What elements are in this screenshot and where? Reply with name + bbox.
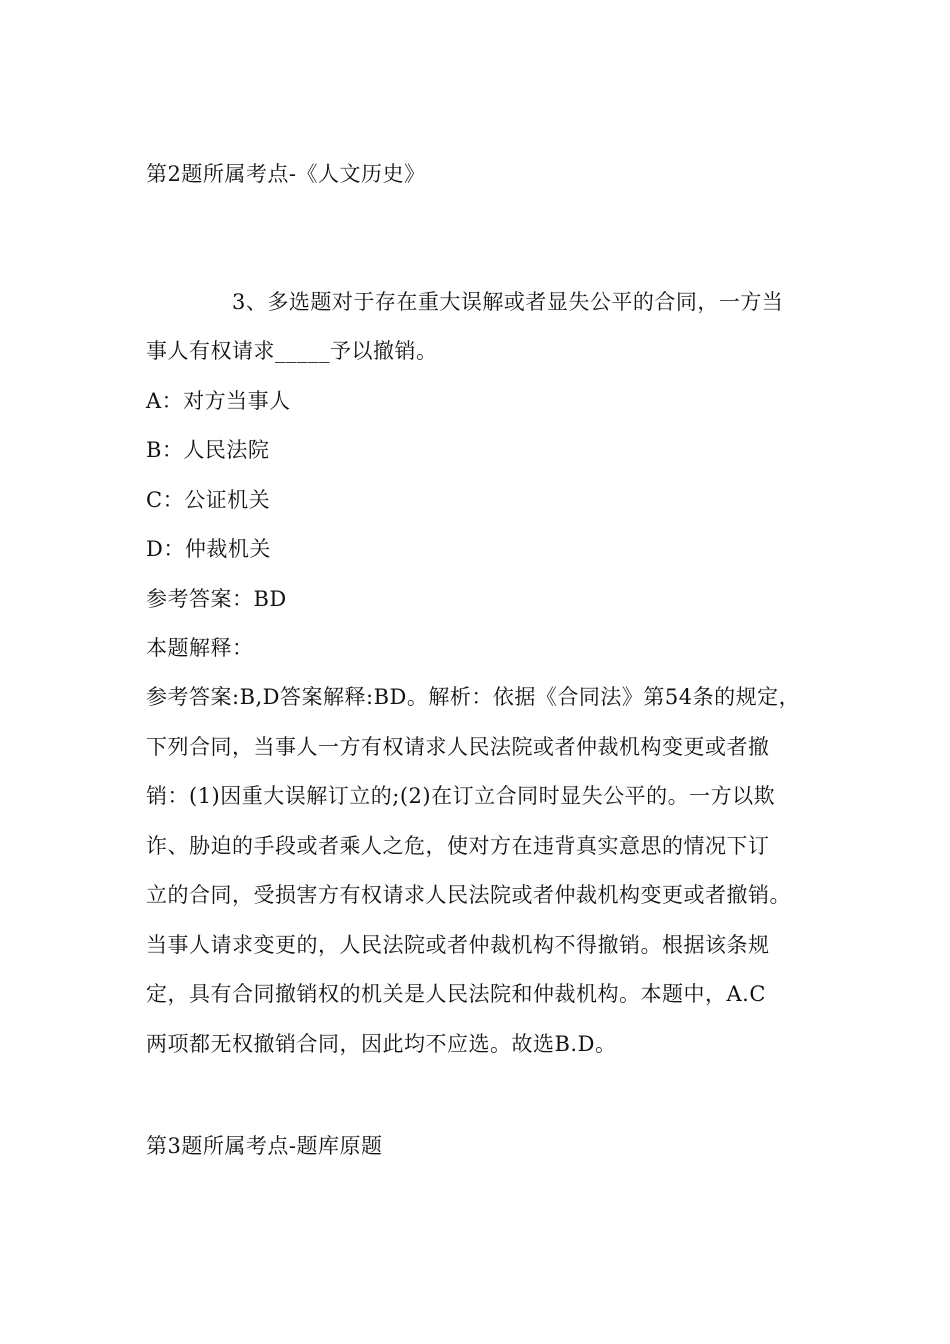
option-c: C：公证机关 [146,488,271,512]
option-a: A：对方当事人 [146,389,291,413]
explanation-line: 参考答案:B,D答案解释:BD。解析：依据《合同法》第54条的规定， [146,685,801,709]
explanation-line: 两项都无权撤销合同，因此均不应选。故选B.D。 [146,1031,617,1056]
explanation-line: 下列合同，当事人一方有权请求人民法院或者仲裁机构变更或者撤 [146,734,770,759]
explanation-heading: 本题解释： [146,636,254,660]
explanation-line: 诈、胁迫的手段或者乘人之危，使对方在违背真实意思的情况下订 [146,833,770,858]
option-d: D：仲裁机关 [146,537,271,561]
q3-stem-line-2: 事人有权请求_____予以撤销。 [146,339,438,363]
explanation-line: 立的合同，受损害方有权请求人民法院或者仲裁机构变更或者撤销。 [146,883,791,907]
q2-topic-heading: 第2题所属考点-《人文历史》 [146,162,426,186]
q3-stem-line-1: 3、多选题对于存在重大误解或者显失公平的合同，一方当 [232,290,784,314]
option-b: B：人民法院 [146,438,270,462]
answer-line: 参考答案：BD [146,587,287,611]
explanation-line: 定，具有合同撤销权的机关是人民法院和仲裁机构。本题中，A.C [146,982,766,1006]
explanation-line: 销：(1)因重大误解订立的;(2)在订立合同时显失公平的。一方以欺 [146,784,776,808]
explanation-paragraph [146,673,826,1069]
q3-topic-heading: 第3题所属考点-题库原题 [146,1134,383,1158]
explanation-line: 当事人请求变更的，人民法院或者仲裁机构不得撤销。根据该条规 [146,932,770,957]
